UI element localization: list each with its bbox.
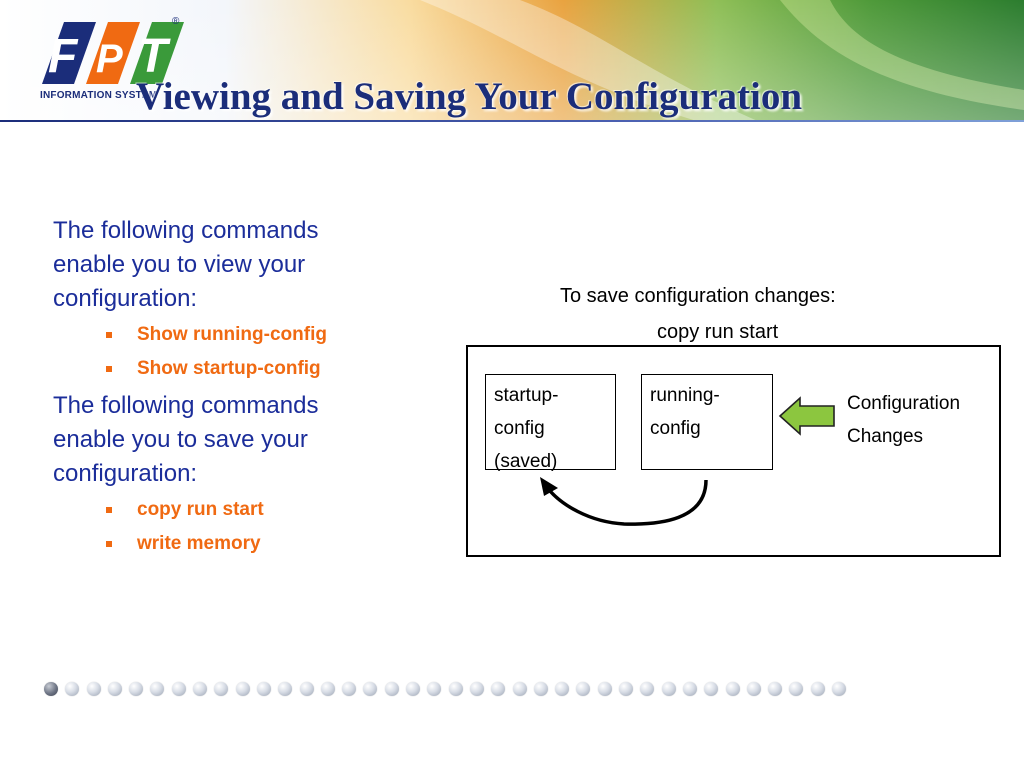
command-show-startup-config: Show startup-config bbox=[137, 358, 321, 379]
footer-dot bbox=[768, 682, 782, 696]
footer-dot bbox=[513, 682, 527, 696]
footer-dot bbox=[257, 682, 271, 696]
save-caption-line2: copy run start bbox=[657, 321, 779, 343]
save-caption-line1: To save configuration changes: bbox=[560, 285, 836, 307]
footer-dot bbox=[363, 682, 377, 696]
footer-dot bbox=[449, 682, 463, 696]
footer-dot bbox=[193, 682, 207, 696]
footer-dot bbox=[214, 682, 228, 696]
footer-dot bbox=[129, 682, 143, 696]
footer-dot bbox=[726, 682, 740, 696]
logo-letter-f: F bbox=[48, 30, 78, 83]
footer-dot bbox=[150, 682, 164, 696]
footer-dot bbox=[598, 682, 612, 696]
footer-dot bbox=[300, 682, 314, 696]
logo-letter-t: T bbox=[138, 30, 168, 83]
footer-dot bbox=[619, 682, 633, 696]
footer-dot bbox=[576, 682, 590, 696]
command-show-running-config: Show running-config bbox=[137, 324, 327, 345]
footer-dot bbox=[555, 682, 569, 696]
save-arc-arrow bbox=[546, 480, 706, 524]
green-arrow-icon bbox=[780, 398, 834, 434]
footer-dot bbox=[87, 682, 101, 696]
footer-dot bbox=[172, 682, 186, 696]
configuration-changes-label: Configuration Changes bbox=[847, 393, 961, 447]
footer-dot bbox=[683, 682, 697, 696]
footer-dot bbox=[65, 682, 79, 696]
arrowhead-icon bbox=[540, 477, 558, 496]
footer-dot bbox=[406, 682, 420, 696]
footer-dot bbox=[427, 682, 441, 696]
footer-dot bbox=[747, 682, 761, 696]
footer-dot bbox=[789, 682, 803, 696]
footer-dot bbox=[278, 682, 292, 696]
registered-mark: ® bbox=[172, 16, 180, 27]
footer-dot bbox=[321, 682, 335, 696]
view-intro-text: The following commands enable you to view your configuration: bbox=[53, 217, 319, 312]
footer-dot bbox=[236, 682, 250, 696]
footer-dot bbox=[832, 682, 846, 696]
footer-dot bbox=[385, 682, 399, 696]
footer-dot bbox=[108, 682, 122, 696]
command-copy-run-start: copy run start bbox=[137, 499, 264, 520]
command-write-memory: write memory bbox=[137, 533, 261, 554]
save-intro-text: The following commands enable you to save your configuration: bbox=[53, 392, 319, 487]
footer-dot bbox=[811, 682, 825, 696]
footer-dot bbox=[44, 682, 58, 696]
startup-config-label: startup- config (saved) bbox=[494, 385, 559, 472]
footer-dot bbox=[342, 682, 356, 696]
footer-dot-row bbox=[44, 682, 846, 696]
running-config-label: running- config bbox=[650, 385, 720, 439]
footer-dot bbox=[470, 682, 484, 696]
logo-letter-p: P bbox=[96, 37, 123, 81]
logo-subtitle: INFORMATION SYSTEM bbox=[40, 90, 158, 101]
footer-dot bbox=[704, 682, 718, 696]
slide-title: Viewing and Saving Your Configuration bbox=[136, 75, 803, 118]
footer-dot bbox=[640, 682, 654, 696]
footer-dot bbox=[491, 682, 505, 696]
footer-dot bbox=[534, 682, 548, 696]
footer-dot bbox=[662, 682, 676, 696]
